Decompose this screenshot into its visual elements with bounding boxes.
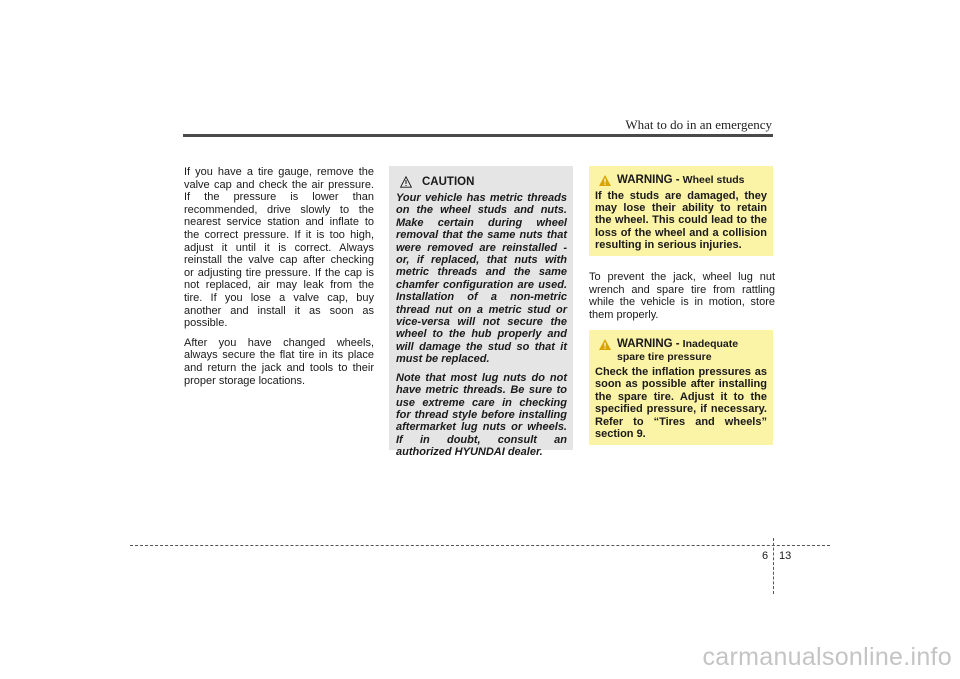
warning-subject: Inadequate spare tire pressure — [617, 338, 739, 363]
warning-label: WARNING - — [617, 174, 680, 186]
warning-icon — [599, 175, 611, 186]
warning-wheel-studs-header — [595, 174, 767, 187]
warning-wheel-studs-box — [589, 166, 773, 256]
page-number: 13 — [779, 550, 792, 562]
section-title: What to do in an emergency — [625, 117, 772, 132]
caution-icon — [400, 176, 412, 188]
warning-spare-tire-text: Check the inflation pressures as soon as possible after installing the spare tire. Adjust it to the specified pressure, if necessary. Refer to “Tires and wheels” section 9. — [595, 366, 767, 441]
warning-icon — [599, 339, 611, 350]
caution-lug-nuts-text: Note that most lug nuts do not have metric threads. Be sure to use extreme care in checking for thread style before installing aftermarket lug nuts or wheels. If in doubt, consult an authorized HYUNDAI dealer. — [396, 371, 567, 459]
chapter-number: 6 — [762, 550, 769, 562]
page-divider — [773, 538, 774, 594]
warning-spare-tire-box — [589, 330, 773, 445]
caution-header — [400, 174, 567, 190]
warning-label: WARNING - — [617, 338, 680, 350]
warning-spare-tire-header — [595, 338, 767, 363]
caution-box — [389, 166, 573, 459]
warning-subject: Wheel studs — [682, 174, 745, 186]
column-left — [184, 166, 374, 394]
storage-paragraph: To prevent the jack, wheel lug nut wrench and spare tire from rattling while the vehicle is in motion, store them properly. — [589, 271, 775, 321]
header-rule — [183, 134, 773, 137]
warning-wheel-studs-text: If the studs are damaged, they may lose their ability to retain the wheel. This could lead to the loss of the wheel and a collision resulting in serious injuries. — [595, 189, 767, 252]
watermark: carmanualsonline.info — [702, 643, 952, 671]
changed-wheels-paragraph: After you have changed wheels, always secure the flat tire in its place and return the jack and tools to their proper storage locations. — [184, 336, 374, 387]
tire-gauge-paragraph: If you have a tire gauge, remove the valve cap and check the air pressure. If the pressure is lower than recommended, drive slowly to the nearest service station and inflate to the correct pressure. If it is too high, adjust it until it is correct. Always reinstall the valve cap after checking or adjusting tire pressure. If the cap is not replaced, air may leak from the tire. If you lose a valve cap, buy another and install it as soon as possible. — [184, 166, 374, 330]
caution-metric-threads-text: Your vehicle has metric threads on the wheel studs and nuts. Make certain during wheel removal that the same nuts that were removed are reinstalled - or, if replaced, that nuts with metric threads and the same chamfer configuration are used. Installation of a non-metric thread nut on a metric stud or vice-versa will not secure the wheel to the hub properly and will damage the stud so that it must be replaced. — [396, 192, 567, 366]
caution-title: CAUTION — [422, 176, 475, 188]
footer-rule — [130, 545, 830, 546]
